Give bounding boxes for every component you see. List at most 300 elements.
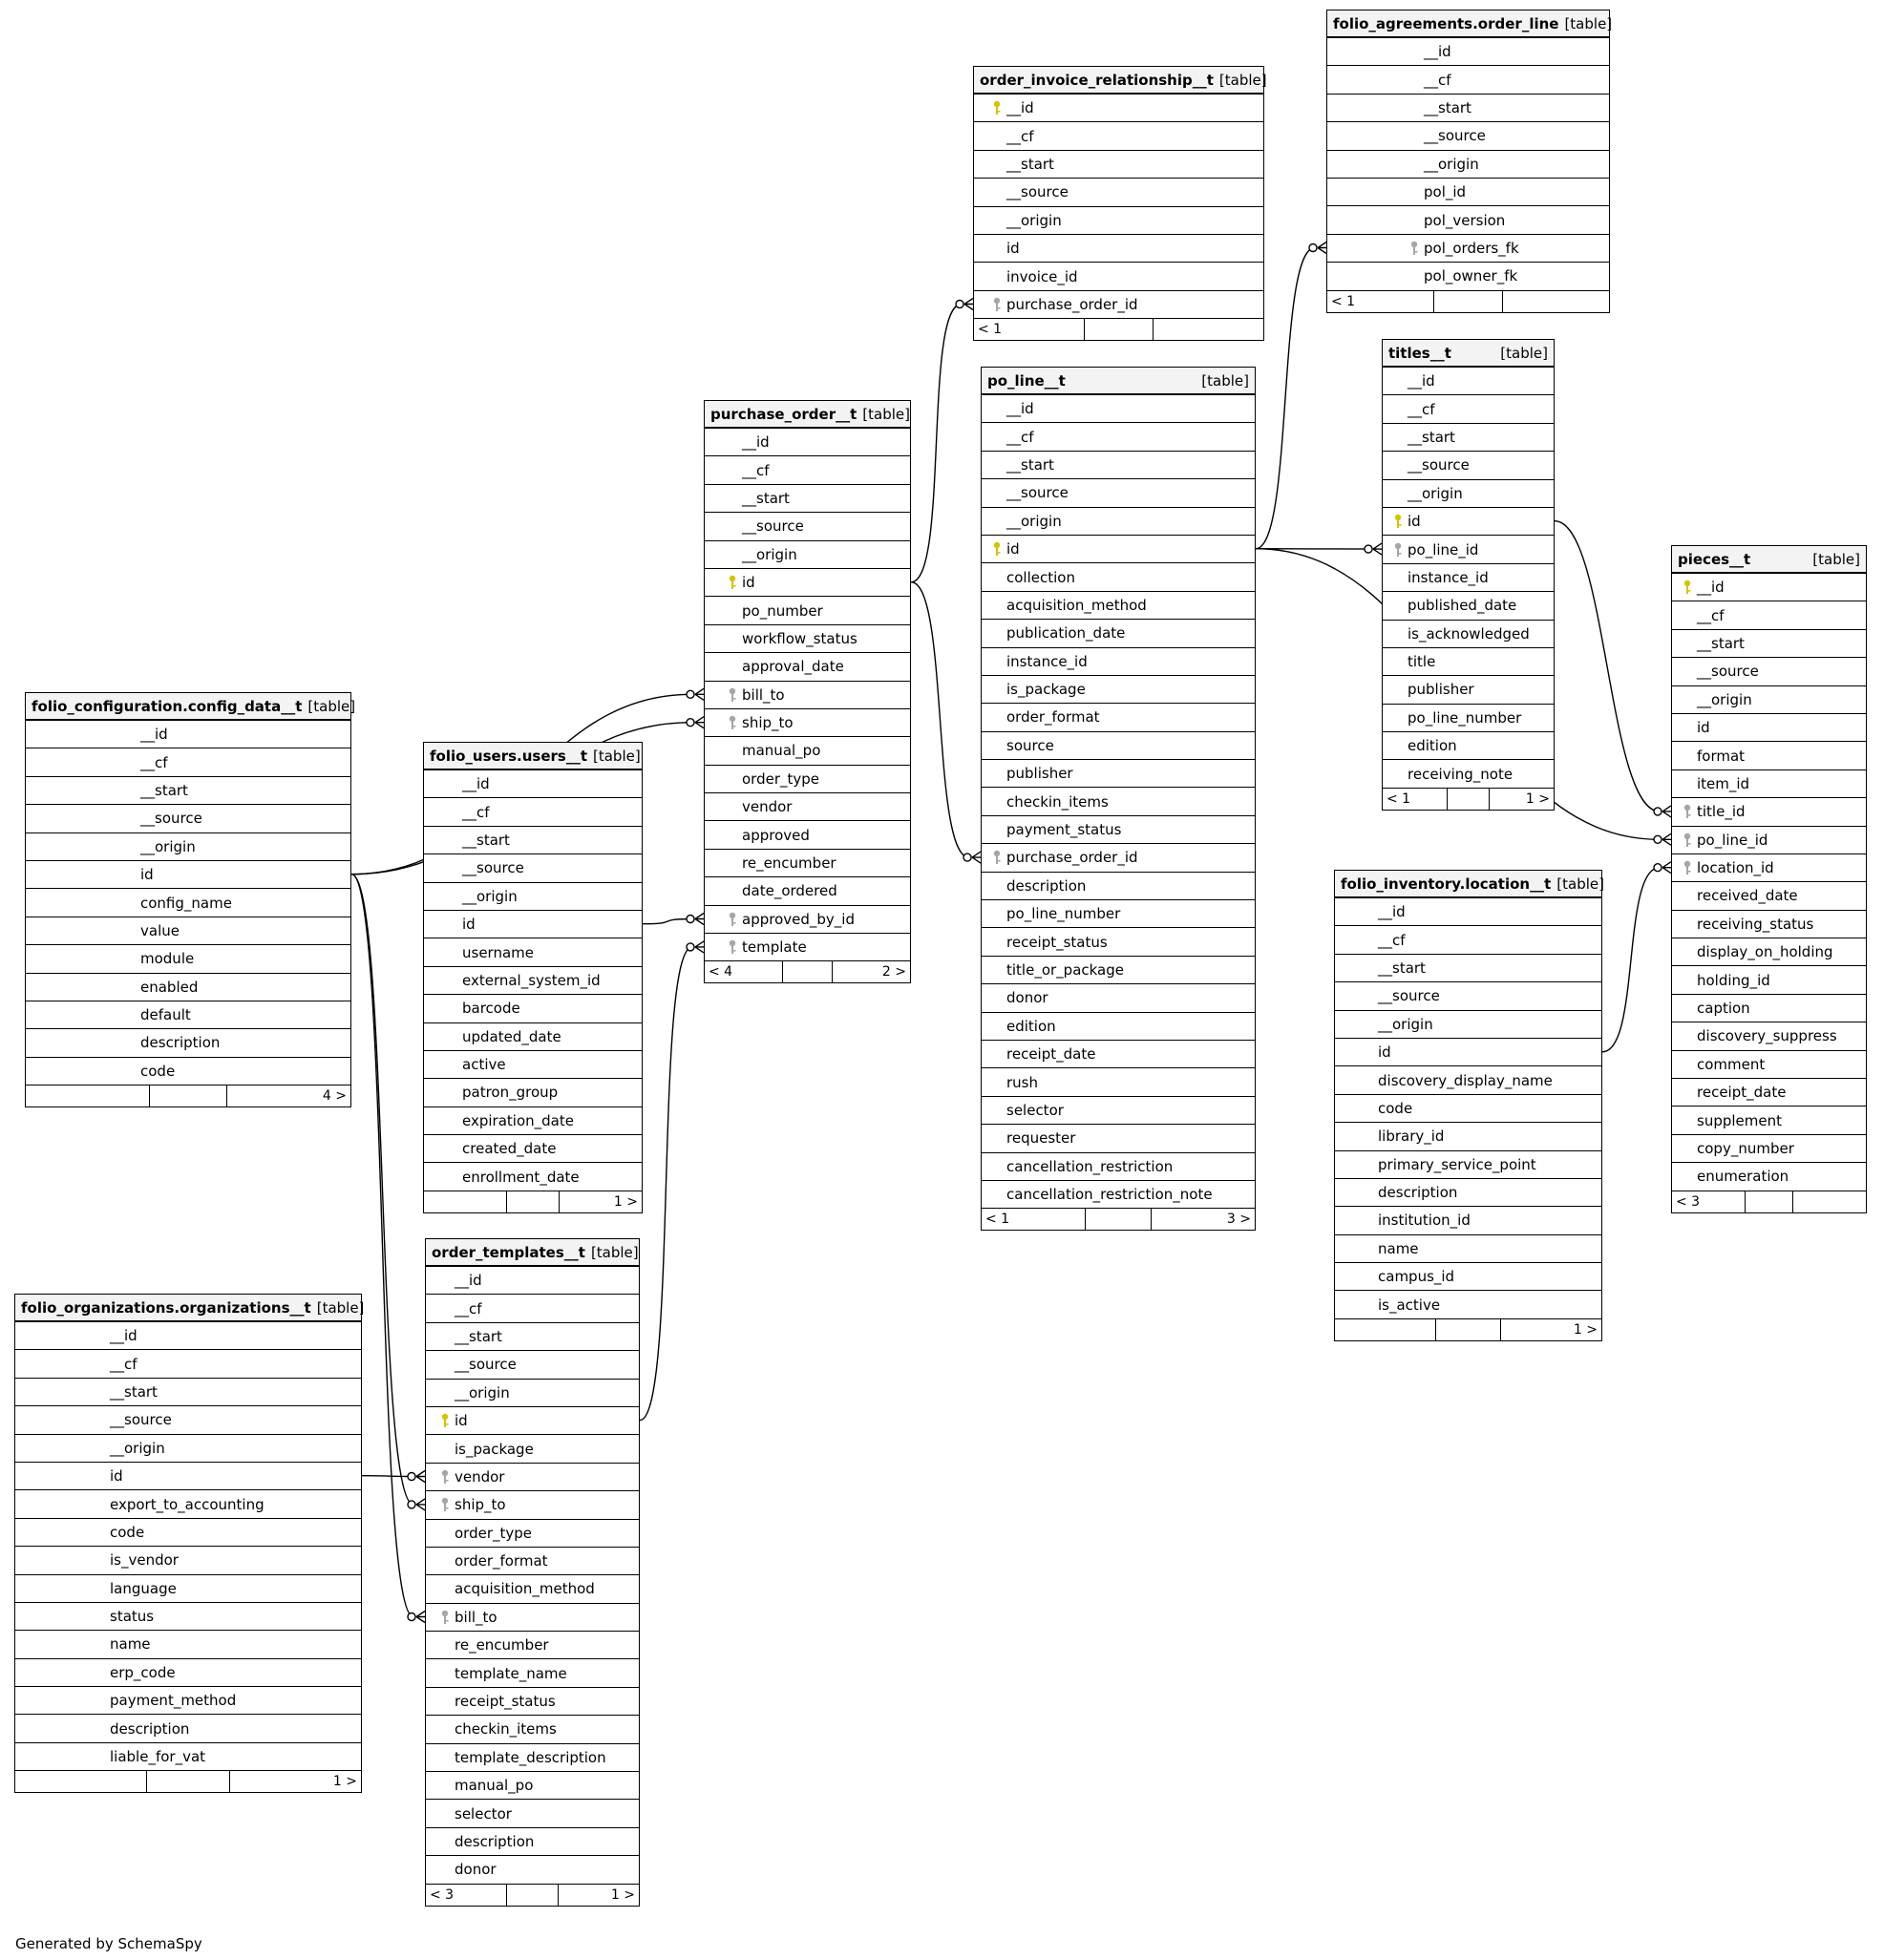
table-column-row[interactable]: [1383, 592, 1554, 620]
table-purchase-order[interactable]: [704, 400, 911, 983]
table-header: [705, 401, 910, 429]
table-column-row[interactable]: [424, 967, 642, 995]
cardinality-circle: [687, 916, 694, 923]
table-column-row[interactable]: [1672, 1135, 1866, 1163]
table-column-row[interactable]: [982, 957, 1255, 984]
table-column-row[interactable]: [1383, 452, 1554, 479]
table-column-row[interactable]: [1672, 658, 1866, 685]
table-column-row[interactable]: [424, 1051, 642, 1079]
table-column-row[interactable]: [1327, 206, 1609, 234]
table-column-row[interactable]: [426, 1407, 639, 1435]
table-column-row[interactable]: [426, 1435, 639, 1463]
table-column-row[interactable]: [424, 854, 642, 882]
table-column-row[interactable]: [982, 592, 1255, 620]
table-footer: [15, 1771, 361, 1792]
foreign-key-icon: [435, 1610, 455, 1625]
table-footer: [1327, 291, 1609, 312]
table-column-row[interactable]: [705, 821, 910, 849]
column-name: acquisition_method: [1006, 596, 1147, 614]
table-kind: [table]: [593, 747, 641, 765]
table-column-row[interactable]: [1335, 1039, 1601, 1066]
table-column-row[interactable]: [982, 704, 1255, 731]
column-name: po_number: [742, 601, 823, 620]
table-column-row[interactable]: [424, 1023, 642, 1051]
crows-foot: [416, 1471, 425, 1483]
column-name: approved_by_id: [742, 910, 855, 928]
table-column-row[interactable]: [26, 1029, 350, 1057]
column-name: payment_status: [1006, 821, 1122, 839]
table-column-row[interactable]: [705, 597, 910, 624]
footer-parents: < 1: [1383, 789, 1448, 810]
table-folio-configuration[interactable]: [25, 692, 356, 1107]
cardinality-circle: [963, 854, 971, 861]
column-name: pol_version: [1424, 211, 1506, 229]
footer-parents: [1335, 1319, 1436, 1340]
table-column-row[interactable]: [1672, 1022, 1866, 1050]
table-column-row[interactable]: [424, 770, 642, 798]
table-column-row[interactable]: [15, 1406, 361, 1434]
table-kind: [table]: [1556, 875, 1604, 893]
column-name: receipt_date: [1697, 1084, 1787, 1102]
table-column-row[interactable]: [15, 1547, 361, 1574]
relationship-edge: [911, 582, 969, 857]
table-column-row[interactable]: [426, 1575, 639, 1603]
foreign-key-icon: [723, 912, 742, 927]
table-column-row[interactable]: [982, 1181, 1255, 1209]
column-name: __start: [140, 781, 188, 799]
table-column-row[interactable]: [1672, 770, 1866, 798]
table-column-row[interactable]: [26, 721, 350, 748]
table-column-row[interactable]: [705, 793, 910, 821]
table-name: order_templates__t: [432, 1243, 585, 1261]
table-column-row[interactable]: [982, 1097, 1255, 1125]
table-column-row[interactable]: [1672, 574, 1866, 601]
table-column-row[interactable]: [982, 452, 1255, 479]
table-column-row[interactable]: [1327, 66, 1609, 94]
table-column-row[interactable]: [705, 737, 910, 765]
table-column-row[interactable]: [1672, 601, 1866, 629]
table-column-row[interactable]: [426, 1716, 639, 1743]
table-column-row[interactable]: [1335, 1066, 1601, 1094]
table-column-row[interactable]: [26, 861, 350, 889]
table-column-row[interactable]: [974, 291, 1263, 319]
foreign-key-icon: [435, 1497, 455, 1512]
footer-mid: [783, 961, 834, 982]
table-column-row[interactable]: [26, 974, 350, 1001]
table-column-row[interactable]: [15, 1350, 361, 1378]
table-column-row[interactable]: [1335, 898, 1601, 926]
crows-foot: [1662, 806, 1671, 817]
table-order-templates[interactable]: [425, 1238, 640, 1907]
table-column-row[interactable]: [974, 95, 1263, 122]
table-column-row[interactable]: [1335, 926, 1601, 954]
table-column-row[interactable]: [426, 1828, 639, 1856]
foreign-key-icon: [435, 1469, 455, 1485]
table-footer: [1335, 1319, 1601, 1340]
column-name: __source: [1006, 183, 1069, 201]
column-name: __origin: [1408, 484, 1463, 502]
table-column-row[interactable]: [705, 541, 910, 569]
column-name: id: [1006, 240, 1020, 258]
table-column-row[interactable]: [424, 1163, 642, 1191]
table-column-row[interactable]: [982, 648, 1255, 676]
table-footer: [705, 961, 910, 982]
table-column-row[interactable]: [705, 456, 910, 484]
column-name: id: [742, 574, 755, 592]
table-column-row[interactable]: [982, 676, 1255, 704]
table-column-row[interactable]: [705, 682, 910, 709]
table-column-row[interactable]: [426, 1744, 639, 1772]
relationship-edge: [911, 305, 962, 582]
table-column-row[interactable]: [1383, 395, 1554, 423]
table-kind: [table]: [1564, 14, 1613, 32]
table-column-row[interactable]: [1672, 966, 1866, 994]
table-kind: [table]: [1218, 71, 1267, 89]
table-column-row[interactable]: [982, 1013, 1255, 1041]
table-column-row[interactable]: [982, 984, 1255, 1012]
table-column-row[interactable]: [1383, 732, 1554, 760]
column-name: purchase_order_id: [1006, 849, 1138, 867]
table-column-row[interactable]: [424, 798, 642, 826]
table-column-row[interactable]: [1335, 955, 1601, 982]
table-column-row[interactable]: [705, 625, 910, 653]
table-column-row[interactable]: [424, 911, 642, 938]
table-column-row[interactable]: [424, 827, 642, 854]
table-footer: [982, 1209, 1255, 1230]
column-name: cancellation_restriction_note: [1006, 1186, 1213, 1204]
column-name: __id: [462, 775, 490, 793]
table-column-row[interactable]: [705, 906, 910, 934]
table-column-row[interactable]: [15, 1490, 361, 1518]
column-name: receiving_status: [1697, 915, 1814, 933]
table-column-row[interactable]: [15, 1743, 361, 1771]
table-column-row[interactable]: [1327, 122, 1609, 150]
table-column-row[interactable]: [1327, 263, 1609, 290]
table-column-row[interactable]: [426, 1632, 639, 1659]
table-kind: [table]: [1812, 550, 1860, 568]
table-column-row[interactable]: [426, 1520, 639, 1548]
table-pieces[interactable]: [1671, 545, 1867, 1213]
column-name: id: [110, 1467, 123, 1486]
column-name: re_encumber: [742, 854, 836, 873]
table-column-row[interactable]: [982, 536, 1255, 563]
table-folio-users[interactable]: [423, 742, 643, 1213]
column-name: __start: [742, 489, 790, 507]
column-name: institution_id: [1378, 1212, 1471, 1230]
table-column-row[interactable]: [1327, 235, 1609, 263]
table-column-row[interactable]: [974, 235, 1263, 263]
table-column-row[interactable]: [1335, 1095, 1601, 1123]
table-column-row[interactable]: [26, 833, 350, 861]
column-name: updated_date: [462, 1027, 561, 1045]
table-column-row[interactable]: [1383, 508, 1554, 536]
relationship-edge: [1602, 868, 1660, 1052]
table-column-row[interactable]: [974, 151, 1263, 179]
table-name: folio_organizations.organizations__t: [21, 1298, 311, 1317]
table-column-row[interactable]: [1383, 648, 1554, 676]
footer-children: [1154, 319, 1263, 340]
table-kind: [table]: [590, 1243, 639, 1261]
table-column-row[interactable]: [1672, 1051, 1866, 1079]
table-column-row[interactable]: [15, 1715, 361, 1742]
column-name: enumeration: [1697, 1168, 1789, 1186]
table-column-row[interactable]: [982, 816, 1255, 844]
table-column-row[interactable]: [1383, 705, 1554, 732]
column-name: export_to_accounting: [110, 1495, 265, 1513]
table-column-row[interactable]: [974, 179, 1263, 206]
table-column-row[interactable]: [1327, 151, 1609, 179]
table-column-row[interactable]: [424, 1107, 642, 1135]
table-column-row[interactable]: [705, 513, 910, 540]
column-name: title_or_package: [1006, 961, 1124, 979]
table-column-row[interactable]: [1335, 1235, 1601, 1263]
table-column-row[interactable]: [705, 934, 910, 961]
table-column-row[interactable]: [1672, 630, 1866, 658]
table-column-row[interactable]: [426, 1772, 639, 1800]
cardinality-circle: [1309, 244, 1317, 252]
table-column-row[interactable]: [982, 928, 1255, 956]
table-column-row[interactable]: [1672, 938, 1866, 966]
column-name: template_name: [455, 1664, 567, 1682]
table-column-row[interactable]: [1383, 424, 1554, 452]
table-column-row[interactable]: [1335, 1263, 1601, 1291]
table-column-row[interactable]: [705, 569, 910, 597]
table-column-row[interactable]: [982, 760, 1255, 788]
table-column-row[interactable]: [26, 748, 350, 776]
table-column-row[interactable]: [705, 877, 910, 905]
table-kind: [table]: [862, 405, 910, 423]
table-column-row[interactable]: [1327, 38, 1609, 66]
table-column-row[interactable]: [1383, 368, 1554, 395]
table-column-row[interactable]: [705, 766, 910, 793]
table-column-row[interactable]: [982, 732, 1255, 760]
crows-foot: [972, 852, 981, 863]
table-name: folio_inventory.location__t: [1341, 875, 1552, 893]
table-column-row[interactable]: [1672, 854, 1866, 882]
table-column-row[interactable]: [426, 1604, 639, 1632]
table-column-row[interactable]: [1335, 1179, 1601, 1207]
table-column-row[interactable]: [1335, 1123, 1601, 1150]
table-footer: [1383, 789, 1554, 810]
table-column-row[interactable]: [1672, 714, 1866, 742]
table-column-row[interactable]: [26, 889, 350, 917]
table-column-row[interactable]: [15, 1687, 361, 1715]
column-name: __start: [455, 1327, 502, 1345]
cardinality-circle: [408, 1501, 415, 1508]
column-name: id: [140, 866, 154, 884]
column-name: description: [455, 1833, 535, 1850]
table-folio-agreements-order-line[interactable]: [1326, 10, 1613, 313]
table-column-row[interactable]: [424, 1079, 642, 1106]
table-column-row[interactable]: [705, 429, 910, 456]
table-column-row[interactable]: [1327, 179, 1609, 206]
table-column-row[interactable]: [982, 1041, 1255, 1068]
primary-key-icon: [1678, 580, 1697, 595]
table-footer: [426, 1885, 639, 1906]
table-column-row[interactable]: [982, 788, 1255, 815]
table-column-row[interactable]: [705, 709, 910, 737]
table-column-row[interactable]: [705, 653, 910, 681]
table-column-row[interactable]: [1335, 1207, 1601, 1234]
table-column-row[interactable]: [982, 1068, 1255, 1096]
column-name: __origin: [1424, 155, 1479, 173]
column-name: id: [1378, 1043, 1391, 1062]
table-header: [1335, 871, 1604, 898]
table-folio-organizations[interactable]: [14, 1294, 365, 1793]
table-column-row[interactable]: [974, 263, 1263, 290]
table-column-row[interactable]: [982, 423, 1255, 451]
table-column-row[interactable]: [424, 1135, 642, 1163]
table-column-row[interactable]: [426, 1351, 639, 1379]
table-column-row[interactable]: [15, 1463, 361, 1490]
table-header: [426, 1239, 639, 1267]
table-column-row[interactable]: [426, 1548, 639, 1575]
table-column-row[interactable]: [982, 873, 1255, 900]
table-column-row[interactable]: [26, 945, 350, 973]
table-column-row[interactable]: [982, 1153, 1255, 1181]
table-column-row[interactable]: [1383, 536, 1554, 563]
column-name: bill_to: [455, 1608, 497, 1626]
table-column-row[interactable]: [1335, 1151, 1601, 1179]
table-column-row[interactable]: [1383, 676, 1554, 704]
footer-children: [1793, 1191, 1866, 1212]
table-column-row[interactable]: [982, 479, 1255, 507]
crows-foot: [695, 914, 704, 925]
table-column-row[interactable]: [1672, 686, 1866, 714]
table-column-row[interactable]: [26, 1058, 350, 1085]
table-column-row[interactable]: [1383, 480, 1554, 508]
table-header: [1383, 340, 1554, 368]
table-column-row[interactable]: [982, 395, 1255, 423]
cardinality-circle: [956, 301, 963, 308]
column-name: pol_owner_fk: [1424, 267, 1518, 285]
table-column-row[interactable]: [426, 1380, 639, 1407]
column-name: template_description: [455, 1748, 606, 1766]
table-name: po_line__t: [987, 371, 1066, 390]
column-name: discovery_display_name: [1378, 1071, 1553, 1089]
table-column-row[interactable]: [26, 1001, 350, 1029]
table-column-row[interactable]: [15, 1575, 361, 1603]
table-column-row[interactable]: [1672, 995, 1866, 1022]
table-column-row[interactable]: [426, 1688, 639, 1716]
table-column-row[interactable]: [424, 995, 642, 1022]
table-column-row[interactable]: [26, 805, 350, 832]
footer-mid: [150, 1085, 227, 1106]
column-name: id: [462, 916, 476, 934]
table-column-row[interactable]: [1672, 1106, 1866, 1134]
column-name: __start: [1378, 959, 1426, 977]
table-column-row[interactable]: [1672, 1163, 1866, 1191]
table-column-row[interactable]: [15, 1603, 361, 1631]
table-column-row[interactable]: [705, 850, 910, 877]
table-column-row[interactable]: [982, 508, 1255, 536]
table-header: [1672, 546, 1866, 574]
table-column-row[interactable]: [26, 917, 350, 945]
column-name: order_type: [742, 769, 820, 788]
table-column-row[interactable]: [1383, 564, 1554, 592]
table-column-row[interactable]: [15, 1379, 361, 1406]
footer-mid: [1436, 1319, 1500, 1340]
table-column-row[interactable]: [982, 563, 1255, 591]
table-column-row[interactable]: [1327, 95, 1609, 122]
table-column-row[interactable]: [426, 1659, 639, 1687]
table-column-row[interactable]: [974, 122, 1263, 150]
table-folio-inventory-location[interactable]: [1334, 870, 1602, 1341]
footer-children: 1 >: [613, 1193, 638, 1210]
table-po-line[interactable]: [981, 367, 1256, 1231]
foreign-key-icon: [1678, 804, 1697, 819]
table-column-row[interactable]: [1335, 1291, 1601, 1318]
table-column-row[interactable]: [1672, 827, 1866, 854]
table-column-row[interactable]: [1383, 621, 1554, 648]
table-column-row[interactable]: [426, 1267, 639, 1295]
footer-children: 3 >: [1226, 1212, 1251, 1228]
column-name: status: [110, 1608, 155, 1626]
table-column-row[interactable]: [424, 883, 642, 911]
table-name: folio_users.users__t: [430, 747, 587, 765]
table-column-row[interactable]: [15, 1631, 361, 1658]
table-column-row[interactable]: [982, 900, 1255, 928]
column-name: __id: [1378, 903, 1406, 921]
table-column-row[interactable]: [426, 1323, 639, 1351]
table-column-row[interactable]: [982, 844, 1255, 872]
table-column-row[interactable]: [1335, 1011, 1601, 1039]
cardinality-circle: [1654, 864, 1662, 872]
column-name: external_system_id: [462, 971, 601, 989]
table-column-row[interactable]: [1672, 798, 1866, 826]
table-column-row[interactable]: [426, 1800, 639, 1827]
column-name: is_package: [1006, 681, 1086, 699]
table-order-invoice-relationship[interactable]: [973, 66, 1267, 341]
table-column-row[interactable]: [705, 485, 910, 513]
table-column-row[interactable]: [26, 777, 350, 805]
table-column-row[interactable]: [426, 1464, 639, 1491]
column-name: __start: [1006, 155, 1054, 173]
table-column-row[interactable]: [424, 938, 642, 966]
table-column-row[interactable]: [1672, 882, 1866, 910]
table-column-row[interactable]: [1672, 742, 1866, 769]
column-name: rush: [1006, 1073, 1038, 1091]
table-column-row[interactable]: [982, 620, 1255, 647]
table-column-row[interactable]: [982, 1125, 1255, 1152]
table-column-row[interactable]: [426, 1491, 639, 1519]
column-name: __origin: [455, 1383, 510, 1402]
crows-foot: [416, 1612, 425, 1623]
table-column-row[interactable]: [15, 1435, 361, 1463]
table-column-row[interactable]: [1672, 1079, 1866, 1106]
column-name: __id: [110, 1327, 138, 1345]
table-column-row[interactable]: [15, 1322, 361, 1350]
table-name: titles__t: [1388, 344, 1451, 362]
table-header: [424, 743, 642, 770]
footer-parents: < 1: [982, 1209, 1086, 1230]
table-column-row[interactable]: [15, 1659, 361, 1687]
table-column-row[interactable]: [15, 1519, 361, 1547]
column-name: supplement: [1697, 1111, 1782, 1129]
column-name: comment: [1697, 1055, 1766, 1073]
table-titles[interactable]: [1382, 339, 1555, 811]
table-column-row[interactable]: [1672, 911, 1866, 938]
column-name: receipt_status: [455, 1693, 556, 1711]
table-column-row[interactable]: [974, 207, 1263, 235]
table-column-row[interactable]: [426, 1856, 639, 1884]
crows-foot: [695, 688, 704, 700]
table-column-row[interactable]: [426, 1295, 639, 1322]
table-column-row[interactable]: [1383, 760, 1554, 788]
footer-mid: [1746, 1191, 1793, 1212]
table-column-row[interactable]: [1335, 982, 1601, 1010]
column-name: copy_number: [1697, 1140, 1794, 1157]
